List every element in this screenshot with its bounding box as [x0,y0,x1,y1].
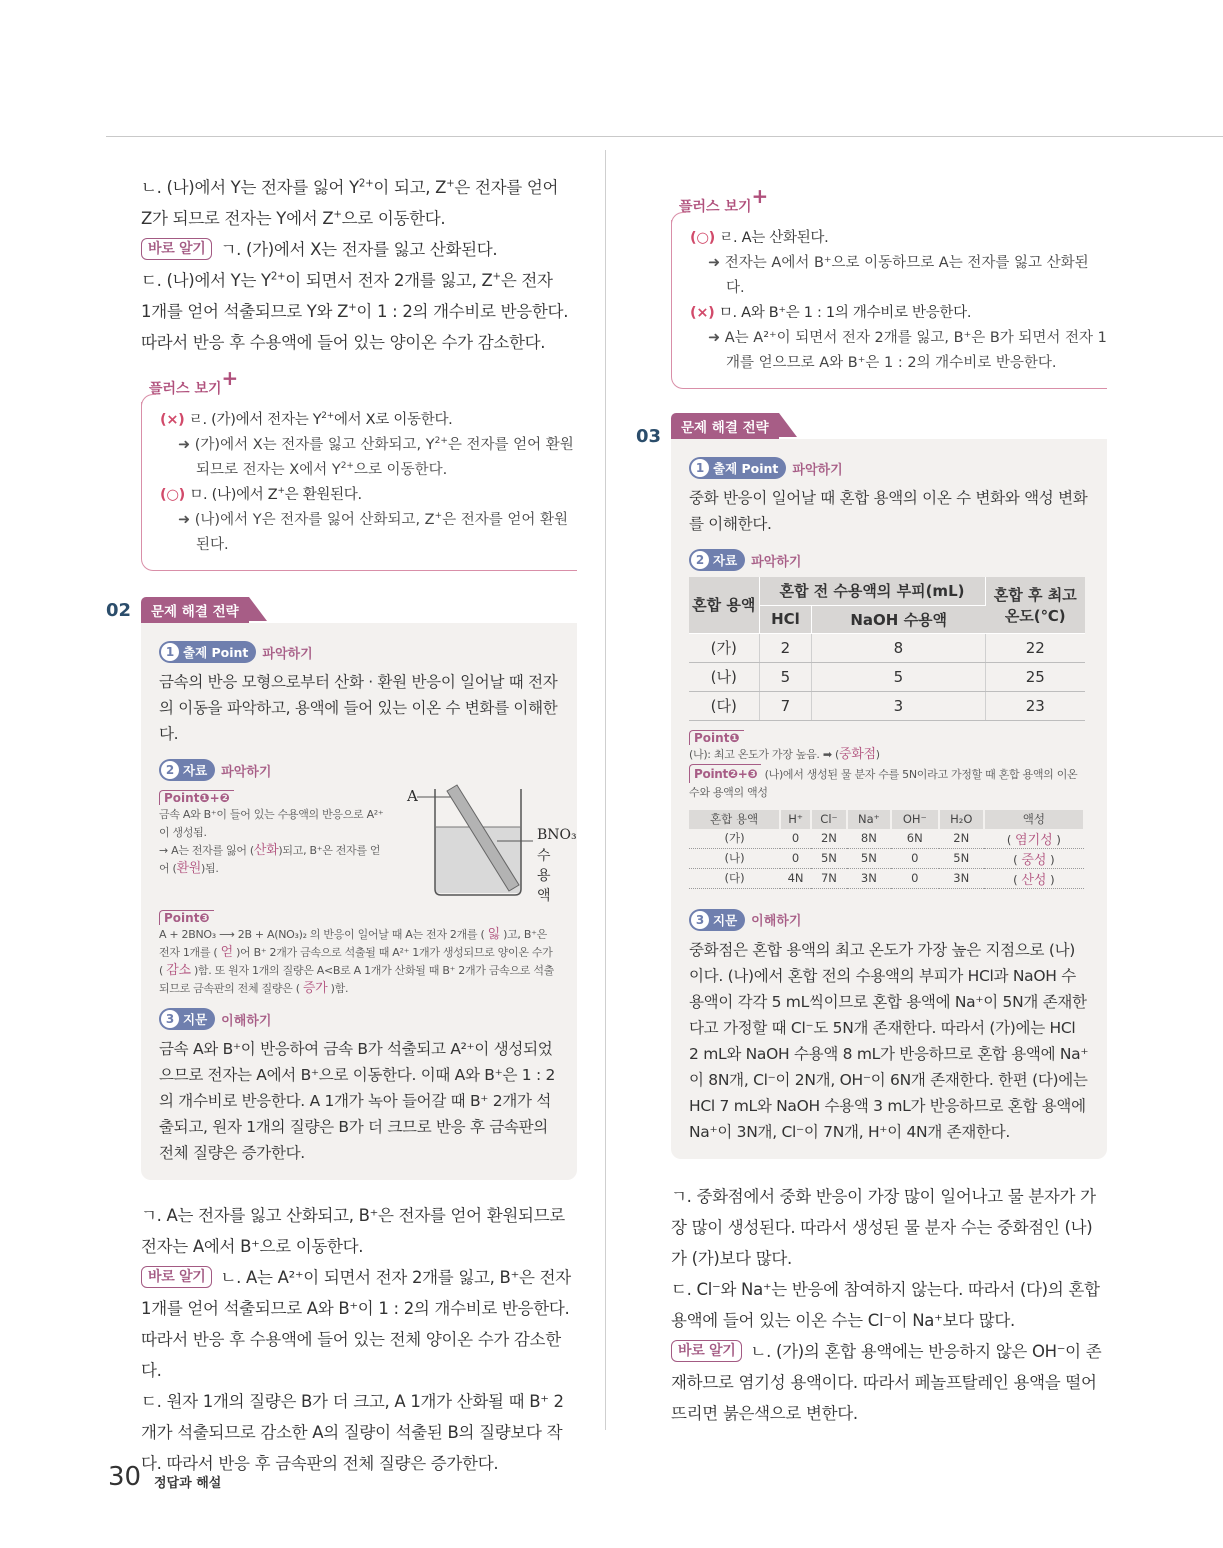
mini-point-tag: Point❸ [159,910,214,925]
plus-row: (○) ㅁ. (나)에서 Z+은 환원된다. [160,486,362,503]
left-column [141,172,577,1479]
answer-fill: 중화점 [838,746,876,762]
passage-text: 금속 A와 B⁺이 반응하여 금속 B가 석출되고 A²⁺이 생성되었으므로 전자는 A에서 B⁺으로 이동한다. 이때 A와 B⁺은 1 : 2의 개수비로 반응한다. A 1개가 녹아 들어갈 때 B⁺ 2개가 석출되고, 원자 1개의 질량은 B가 더 크므로 반응 후 금속판의 전체 질량은 증가한다. [159,1040,556,1162]
answer-explanation: ㄱ. A는 전자를 잃고 산화되고, B⁺은 전자를 얻어 환원되므로 전자는 A에서 B⁺으로 이동한다. 바로 알기 ㄴ. A는 A²⁺이 되면서 전자 2개를 잃고, B⁺은 전자 1개를 얻어 석출되므로 A와 B⁺이 1 : 2의 개수비로 반응한다. 따라서 반응 후 수용액에 들어 있는 전체 양이온 수가 감소한다. ㄷ. 원자 1개의 질량은 B가 더 크고, A 1개가 산화될 때 B⁺ 2개가 석출되므로 감소한 A의 질량이 석출된 B의 질량보다 작다. 따라서 반응 후 금속판의 전체 질량은 증가한다. [141,1206,571,1473]
solution-label-2: 수용액 [537,848,551,904]
intro-explanation: ㄴ. (나)에서 Y는 전자를 잃어 $Y^{2+}$이 되고, Z+은 전자를 얻어 Z가 되므로 전자는 Y에서 Z+으로 이동한다. 바로 알기 ㄱ. (가)에서 X는 전자를 잃고 산화된다. ㄷ. (나)에서 Y는 $Y^{2+}$이 되면서 전자 2개를 잃고, Z+은 전자 1개를 얻어 석출되므로 Y와 Z+이 1 : 2의 개수비로 반응한다. 따라서 반응 후 수용액에 들어 있는 양이온 수가 감소한다. [141,178,569,352]
table-header: 혼합 용액 [689,577,759,633]
wrong-answer-tag: 바로 알기 [671,1340,742,1362]
footer-label: 정답과 해설 [154,1476,222,1491]
plus-view-title: 플러스 보기+ [679,184,769,215]
strategy-tab: 문제 해결 전략 [671,413,779,439]
table-row: (나) 5 5 25 [689,662,1085,691]
point-badge: 1 출제 Point [159,641,256,663]
answer-fill: 증가 [302,981,328,996]
plus-sub: ➜ (나)에서 Y은 전자를 잃어 산화되고, Z+은 전자를 얻어 환원된다. [178,511,569,553]
answer-fill: 잃 [487,927,500,942]
passage-badge: 3 지문 [159,1008,215,1030]
plus-view-title: 플러스 보기+ [149,366,239,397]
table-header: 혼합 전 수용액의 부피(mL) [759,577,985,605]
volume-temperature-table [689,577,1085,721]
mini-point-tag: Point❶ [689,730,744,745]
wrong-answer-tag: 바로 알기 [141,238,212,260]
answer-fill: 환원 [176,861,202,876]
point-text: 중화 반응이 일어날 때 혼합 용액의 이온 수 변화와 액성 변화를 이해한다. [689,489,1088,533]
metal-label: A [407,787,418,805]
ion-count-table: 혼합 용액 H⁺ Cl⁻ Na⁺ OH⁻ H₂O 액성 (가) 0 2N 8N 6N 2N ( 염기성 ) (나) 0 5N 5N 0 5N ( 중성 ) (다) 4N 7N 3N 0 3N ( 산성 ) [689,810,1085,889]
table-header: NaOH 수용액 [812,605,985,633]
answer-fill: 중성 [1021,852,1047,868]
table-row: (가) 0 2N 8N 6N 2N ( 염기성 ) [689,829,1084,849]
plus-view-box [141,402,577,571]
mini-point-tag: Point❶+❷ [159,790,234,805]
top-rule [106,136,1223,137]
passage-text: 중화점은 혼합 용액의 최고 온도가 가장 높은 지점으로 (나)이다. (나)에서 혼합 전의 수용액의 부피가 HCl과 NaOH 수용액이 각각 5 mL씩이므로 혼합 용액에 Na⁺이 5N개 존재한다고 가정할 때 Cl⁻도 5N개 존재한다. 따라서 (가)에는 HCl 2 mL와 NaOH 수용액 8 mL가 반응하므로 혼합 용액에 Na⁺이 8N개, Cl⁻이 2N개, OH⁻이 6N개 존재한다. 한편 (다)에는 HCl 7 mL와 NaOH 수용액 3 mL가 반응하므로 혼합 용액에 Na⁺이 3N개, Cl⁻이 7N개, H⁺이 4N개 존재한다. [689,940,1089,1141]
table-row: (나) 0 5N 5N 0 5N ( 중성 ) [689,848,1084,868]
question-number: 02 [106,600,132,621]
wrong-answer-tag: 바로 알기 [141,1266,212,1288]
table-row: (다) 4N 7N 3N 0 3N ( 산성 ) [689,868,1084,888]
answer-fill: 염기성 [1015,832,1053,848]
point-badge: 1 출제 Point [689,457,786,479]
question-number: 03 [636,426,662,447]
solution-label: BNO₃ [537,827,577,843]
data-badge: 2 자료 [159,759,215,781]
data-badge: 2 자료 [689,549,745,571]
strategy-box: 1 출제 Point 파악하기 중화 반응이 일어날 때 혼합 용액의 이온 수 변화와 액성 변화를 이해한다. 2 자료 파악하기 혼합 용액 혼합 전 수용액의 부피(mL) 혼합 후 최고 온도(℃) HCl NaOH 수용액 (가) 2 8 22 (나) 5 5 25 (다) 7 3 23 Point❶ (나): 최고 온도가 가장 높음. ➡ (중화점) Point❷+❸ (나)에서 생성된 물 분자 수를 5N이라고 가정할 때 혼합 용액의 이온 수와 용액의 액성 혼합 용액 H⁺ Cl⁻ Na⁺ OH⁻ H₂O 액성 (가) 0 2N 8N 6N 2N ( 염기성 ) (나) 0 5N 5N 0 5N ( 중성 ) (다) 4N 7N 3N 0 3N ( 산성 ) 3 지문 이해하기 중화점은 혼합 용액의 최고 온도가 가장 높은 지점으로 (나)이다. (나)에서 혼합 전의 수용액의 부피가 HCl과 NaOH 수용액이 각각 5 mL씩이므로 혼합 용액에 Na⁺이 5N개 존재한다고 가정할 때 Cl⁻도 5N개 존재한다. 따라서 (가)에는 HCl 2 mL와 NaOH 수용액 8 mL가 반응하므로 혼합 용액에 Na⁺이 8N개, Cl⁻이 2N개, OH⁻이 6N개 존재한다. 한편 (다)에는 HCl 7 mL와 NaOH 수용액 3 mL가 반응하므로 혼합 용액에 Na⁺이 3N개, Cl⁻이 7N개, H⁺이 4N개 존재한다. [671,439,1107,1159]
answer-fill: 산화 [253,843,279,858]
mini-point-tag: Point❷+❸ [689,764,761,783]
plus-row: (×) ㄹ. (가)에서 전자는 $Y^{2+}$에서 X로 이동한다. [160,411,453,428]
strategy-tab: 문제 해결 전략 [141,597,249,623]
answer-fill: 감소 [166,963,191,978]
answer-fill: 얻 [220,945,233,960]
mini-point-text: A + 2BNO₃ ⟶ 2B + A(NO₃)₂ 의 반응이 일어날 때 A는 전자 2개를 ( 잃 )고, B⁺은 전자 1개를 ( 얻 )어 B⁺ 2개가 금속으로 석출될 때 A²⁺ 1개가 생성되므로 양이온 수가 ( 감소 )함. 또 원자 1개의 질량은 A<B로 A 1개가 산화될 때 B⁺ 2개가 금속으로 석출되므로 금속판의 전체 질량은 ( 증가 )함. [159,927,554,996]
table-row: (가) 2 8 22 [689,633,1085,662]
column-divider [605,150,606,1430]
table-header: 혼합 후 최고 온도(℃) [985,577,1085,633]
plus-view-box: (○) ㄹ. A는 산화된다. ➜ 전자는 A에서 B⁺으로 이동하므로 A는 전자를 잃고 산화된다. (×) ㅁ. A와 B⁺은 1 : 1의 개수비로 반응한다. ➜ A는 A²⁺이 되면서 전자 2개를 잃고, B⁺은 B가 되면서 전자 1개를 얻으므로 A와 B⁺은 1 : 2의 개수비로 반응한다. [671,220,1107,389]
right-column [671,176,1107,1429]
strategy-box: 1 출제 Point 파악하기 금속의 반응 모형으로부터 산화 · 환원 반응이 일어날 때 전자의 이동을 파악하고, 용액에 들어 있는 이온 수 변화를 이해한다. 2 자료 파악하기 Point❶+❷ 금속 A와 B⁺이 들어 있는 수용액의 반응으로 A²⁺이 생성됨. → A는 전자를 잃어 (산화)되고, B⁺은 전자를 얻어 (환원)됨. A BNO₃ 수용액 Point❸ A + 2BNO₃ ⟶ 2B + A(NO₃)₂ 의 반응이 일어날 때 A는 전자 2개를 ( 잃 )고, B⁺은 전자 1개를 ( 얻 )어 B⁺ 2개가 금속으로 석출될 때 A²⁺ 1개가 생성되므로 양이온 수가 ( 감소 )함. 또 원자 1개의 질량은 A<B로 A 1개가 산화될 때 B⁺ 2개가 금속으로 석출되므로 금속판의 전체 질량은 ( 증가 )함. 3 지문 이해하기 금속 A와 B⁺이 반응하여 금속 B가 석출되고 A²⁺이 생성되었으므로 전자는 A에서 B⁺으로 이동한다. 이때 A와 B⁺은 1 : 2의 개수비로 반응한다. A 1개가 녹아 들어갈 때 B⁺ 2개가 석출되고, 원자 1개의 질량은 B가 더 크므로 반응 후 금속판의 전체 질량은 증가한다. [141,623,577,1180]
passage-badge: 3 지문 [689,909,745,931]
answer-explanation: ㄱ. 중화점에서 중화 반응이 가장 많이 일어나고 물 분자가 가장 많이 생성된다. 따라서 생성된 물 분자 수는 중화점인 (나)가 (가)보다 많다. ㄷ. Cl⁻와 Na⁺는 반응에 참여하지 않는다. 따라서 (다)의 혼합 용액에 들어 있는 이온 수는 Cl⁻이 Na⁺보다 많다. 바로 알기 ㄴ. (가)의 혼합 용액에는 반응하지 않은 OH⁻이 존재하므로 염기성 용액이다. 따라서 페놀프탈레인 용액을 떨어뜨리면 붉은색으로 변한다. [671,1186,1102,1423]
table-header: HCl [759,605,812,633]
page-number: 30 [108,1462,142,1492]
point-text: 금속의 반응 모형으로부터 산화 · 환원 반응이 일어날 때 전자의 이동을 파악하고, 용액에 들어 있는 이온 수 변화를 이해한다. [159,673,558,743]
table-row: (다) 7 3 23 [689,691,1085,720]
answer-fill: 산성 [1021,872,1047,888]
beaker-figure: Point❶+❷ 금속 A와 B⁺이 들어 있는 수용액의 반응으로 A²⁺이 생성됨. → A는 전자를 잃어 (산화)되고, B⁺은 전자를 얻어 (환원)됨. A BNO₃ 수용액 [159,787,559,899]
plus-sub: ➜ (가)에서 X는 전자를 잃고 산화되고, $Y^{2+}$은 전자를 얻어 환원되므로 전자는 X에서 $Y^{2+}$으로 이동한다. [178,436,574,478]
